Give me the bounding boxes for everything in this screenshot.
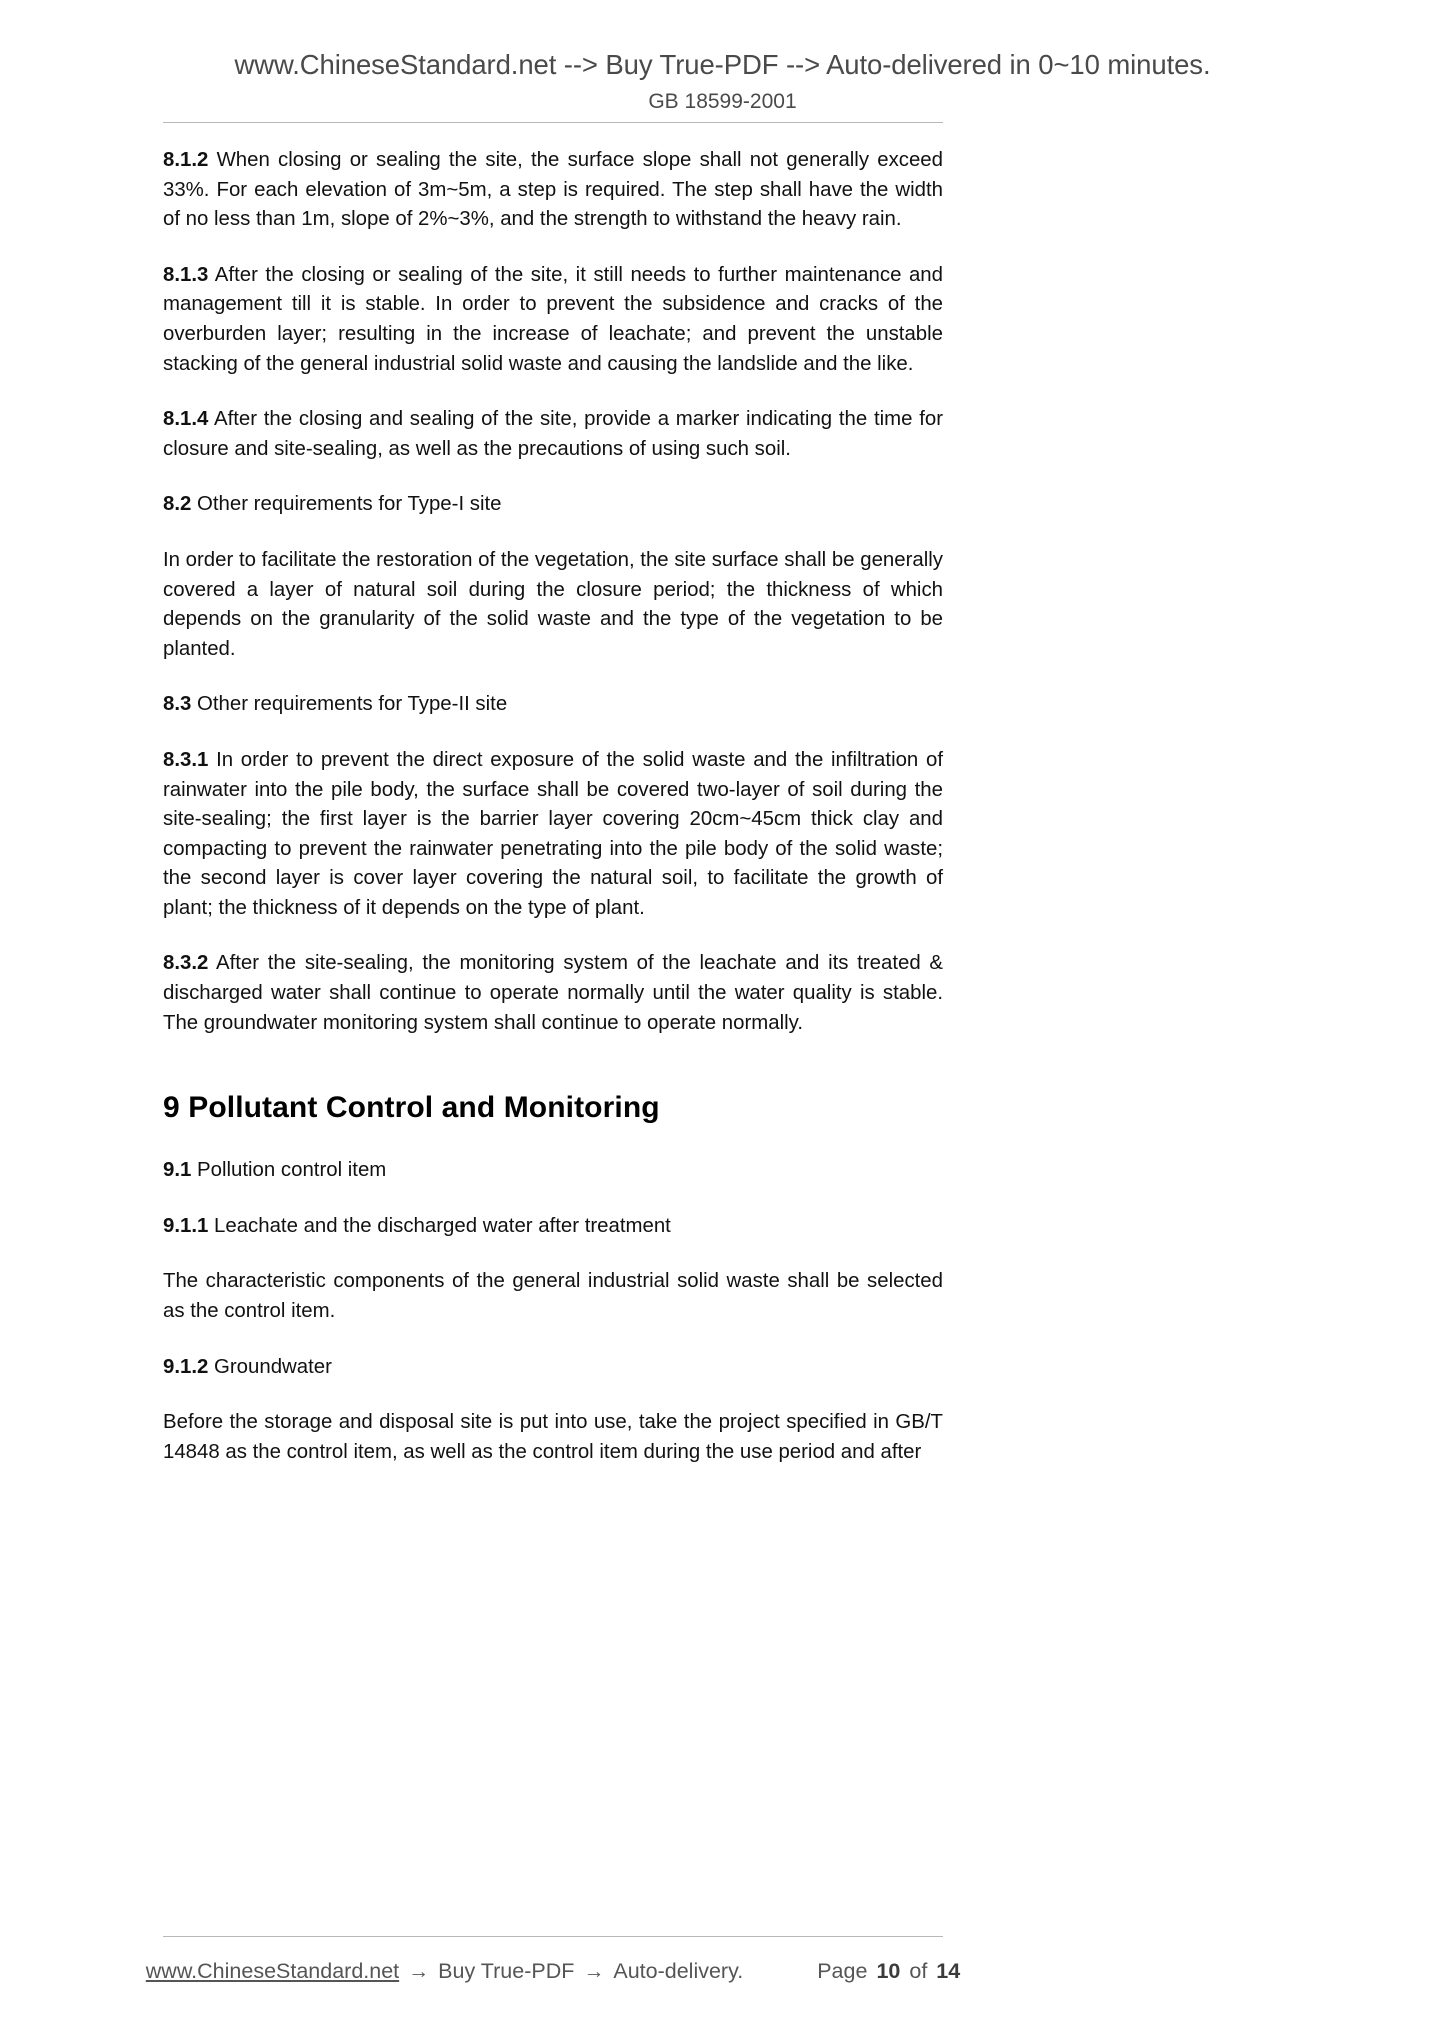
- of-label: of: [909, 1959, 928, 1983]
- clause-text-8-2-body: In order to facilitate the restoration of the vegetation, the site surface shall be generally covered a layer of natural soil during the closure period; the thickness of which depends on the granularity of the solid waste and the type of the vegetation to be planted.: [163, 548, 943, 660]
- paragraph-9-1-2: [163, 1353, 943, 1383]
- standard-code-label: GB 18599-2001: [648, 90, 797, 114]
- clause-text-9-1: Pollution control item: [191, 1159, 387, 1182]
- footer-site-link[interactable]: www.ChineseStandard.net: [145, 1959, 400, 1983]
- page-label: Page: [817, 1959, 868, 1983]
- clause-text-9-1-1-body: The characteristic components of the general industrial solid waste shall be selected as the control item.: [163, 1270, 943, 1323]
- clause-text-8-1-4: After the closing and sealing of the site, provide a marker indicating the time for closure and site-sealing, as well as the precautions of using such soil.: [163, 408, 943, 460]
- paragraph-8-1-3: [163, 261, 943, 379]
- clause-number-8-1-4: 8.1.4: [163, 408, 209, 431]
- clause-number-9-1-1: 9.1.1: [163, 1214, 209, 1237]
- page-header: [0, 0, 1445, 116]
- page-indicator: [817, 1959, 960, 1984]
- paragraph-8-3-2: [163, 949, 943, 1038]
- document-content: [163, 146, 943, 1467]
- clause-text-8-2: Other requirements for Type-I site: [191, 493, 502, 516]
- paragraph-9-1-2-body: [163, 1408, 943, 1467]
- clause-number-8-2: 8.2: [163, 493, 192, 516]
- clause-text-8-1-3: After the closing or sealing of the site, it still needs to further maintenance and management till it is stable. In order to prevent the subsidence and cracks of the overburden layer; resulting in the increase of leachate; and prevent the unstable stacking of the general industrial solid waste and causing the landslide and the like.: [163, 263, 943, 375]
- page-footer: [145, 1959, 961, 1984]
- clause-number-8-3-2: 8.3.2: [163, 952, 209, 975]
- clause-text-8-3-2: After the site-sealing, the monitoring system of the leachate and its treated & discharged water shall continue to operate normally until the water quality is stable. The groundwater monitoring system shall continue to operate normally.: [163, 952, 943, 1034]
- clause-number-9-1-2: 9.1.2: [163, 1355, 209, 1378]
- current-page-number: 10: [876, 1959, 901, 1983]
- footer-divider: [163, 1936, 943, 1937]
- footer-buy-text: Buy True-PDF: [438, 1959, 575, 1983]
- paragraph-8-1-2: [163, 146, 943, 235]
- paragraph-8-2: [163, 490, 943, 520]
- paragraph-8-1-4: [163, 405, 943, 464]
- paragraph-9-1: [163, 1156, 943, 1186]
- clause-text-9-1-2-body: Before the storage and disposal site is put into use, take the project specified in GB/T 14848 as the control item, as well as the control item during the use period and after: [163, 1411, 943, 1463]
- header-promo-text: www.ChineseStandard.net --> Buy True-PDF --> Auto-delivered in 0~10 minutes.: [234, 49, 1211, 80]
- clause-number-8-3: 8.3: [163, 693, 192, 716]
- section-heading-9: 9 Pollutant Control and Monitoring: [163, 1091, 660, 1125]
- clause-text-9-1-2: Groundwater: [208, 1355, 332, 1378]
- clause-text-8-1-2: When closing or sealing the site, the surface slope shall not generally exceed 33%. For each elevation of 3m~5m, a step is required. The step shall have the width of no less than 1m, slope of 2%~3%, and the strength to withstand the heavy rain.: [163, 149, 943, 231]
- total-page-number: 14: [936, 1959, 961, 1983]
- paragraph-9-1-1-body: [163, 1267, 943, 1326]
- paragraph-8-3: [163, 690, 943, 720]
- paragraph-9-1-1: [163, 1212, 943, 1242]
- clause-number-8-3-1: 8.3.1: [163, 748, 209, 771]
- arrow-right-icon: →: [408, 1960, 430, 1983]
- footer-delivery-text: Auto-delivery.: [613, 1959, 744, 1983]
- header-divider: [163, 122, 943, 123]
- clause-text-8-3-1: In order to prevent the direct exposure of the solid waste and the infiltration of rainwater into the pile body, the surface shall be covered two-layer of soil during the site-sealing; the first layer is the barrier layer covering 20cm~45cm thick clay and compacting to prevent the rainwater penetrating into the pile body of the solid waste; the second layer is cover layer covering the natural soil, to facilitate the growth of plant; the thickness of it depends on the type of plant.: [163, 748, 943, 919]
- clause-number-9-1: 9.1: [163, 1159, 192, 1182]
- paragraph-8-3-1: [163, 746, 943, 924]
- clause-text-8-3: Other requirements for Type-II site: [191, 693, 508, 716]
- clause-number-8-1-3: 8.1.3: [163, 263, 209, 286]
- paragraph-8-2-body: [163, 546, 943, 664]
- clause-text-9-1-1: Leachate and the discharged water after treatment: [208, 1214, 671, 1237]
- footer-promo-group: [146, 1959, 743, 1984]
- arrow-right-icon-2: →: [583, 1960, 605, 1983]
- clause-number-8-1-2: 8.1.2: [163, 149, 209, 171]
